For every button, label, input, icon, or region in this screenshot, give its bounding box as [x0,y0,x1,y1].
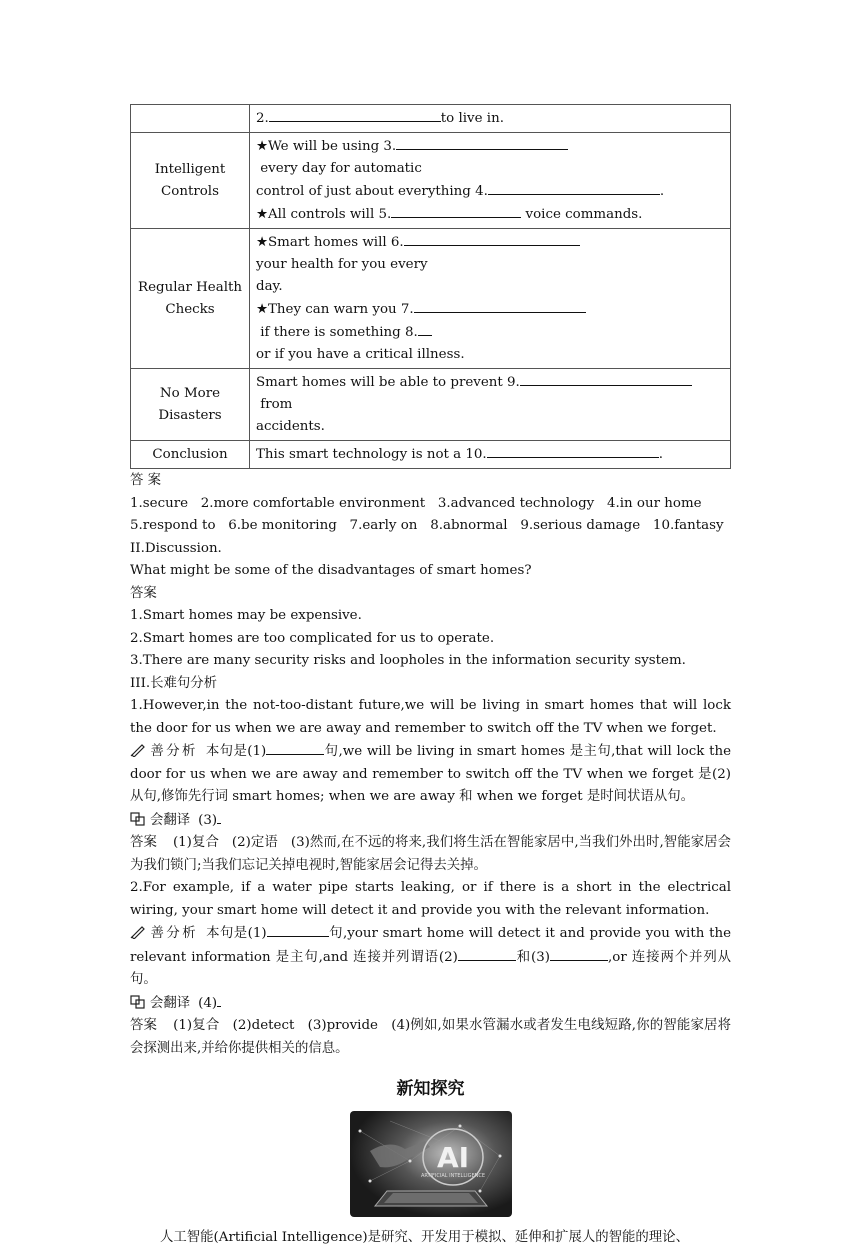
content-text: voice commands. [521,207,643,222]
content-text: ★They can warn you 7. [256,302,414,317]
sentence-1: 1.However,in the not-too-distant future,we will be living in smart homes that will lock the door for us when we are away and remember to switch off the TV when we forget. [130,698,731,736]
table-row [131,133,731,229]
table-row [131,369,731,441]
translate-icon [130,995,146,1009]
outline-table [130,104,731,469]
discussion-answer-1: 1.Smart homes may be expensive. [130,608,362,623]
answer-blank [520,371,692,386]
translate-num: (3) [198,812,218,828]
analysis-2 [130,922,731,992]
answer-blank [267,922,329,937]
content-text: accidents. [256,419,325,434]
answer-2 [130,1015,731,1060]
content-text: ★We will be using 3. [256,139,397,154]
content-text: or if you have a critical illness. [256,347,465,362]
table-row [131,229,731,369]
content-line [256,276,724,298]
content-line [256,443,724,466]
content-line [256,298,724,344]
content-text: control of just about everything 4. [256,184,488,199]
content-line [256,231,724,276]
translate-2 [130,992,731,1016]
table-row [131,441,731,469]
discussion-answer-2: 2.Smart homes are too complicated for us to operate. [130,630,495,646]
answer-label: 答 案 [130,473,162,488]
translate-icon [130,812,146,826]
answer-blank [418,321,432,336]
answer-blank [414,298,586,313]
ai-image-subtext: ARTIFICIAL INTELLIGENCE [420,1173,485,1179]
answer-blank [269,107,441,122]
content-line [256,107,724,130]
content-text: your health for you every [256,257,428,272]
translate-label: 会翻译 [150,995,191,1011]
row-content [250,133,731,229]
row-heading: No More Disasters [131,369,250,441]
content-text: This smart technology is not a 10. [256,447,487,462]
content-text: 2. [256,111,269,126]
answer-1 [130,832,731,877]
answer-line-2: 5.respond to 6.be monitoring 7.early on 8.abnormal 9.serious damage 10.fantasy [130,518,724,533]
answer-values-1: 1.secure 2.more comfortable environment 3.advanced technology 4.in our home [130,495,702,511]
pen-icon [130,743,146,757]
answer-2-text: (1)复合 (2)detect (3)provide (4)例如,如果水管漏水或者发生电线短路,你的智能家居将会探测出来,并给你提供相关的信息。 [130,1018,731,1056]
analysis-title: III.长难句分析 [130,675,218,691]
content-text: Smart homes will be able to prevent 9. [256,375,520,390]
row-content [250,369,731,441]
content-line [256,203,724,226]
sentence-2: 2.For example, if a water pipe starts leaking, or if there is a short in the electrical wiring, your smart home will detect it and provide you with the relevant information. [130,880,731,918]
content-text: . [659,184,665,199]
content-line [256,180,724,203]
answer-blank [404,231,580,246]
table-row [131,105,731,133]
translate-num: (4) [198,995,218,1011]
analysis-2-and: 和(3) [515,949,551,965]
row-heading: Conclusion [131,441,250,469]
row-heading: Intelligent Controls [131,133,250,229]
document-page [130,104,731,1250]
discussion-answer-3: 3.There are many security risks and loopholes in the information security system. [130,653,686,668]
answer-label: 答案 [130,1018,158,1033]
answer-1-text: (1)复合 (2)定语 (3)然而,在不远的将来,我们将生活在智能家居中,当我们外出时,智能家居会为我们锁门;当我们忘记关掉电视时,智能家居会记得去关掉。 [130,835,732,873]
analysis-2-pre: 本句是(1) [206,926,267,941]
content-text: day. [256,279,283,294]
discussion-title: II.Discussion. [130,540,222,556]
analyze-label: 善分析 [150,926,199,941]
ai-image-text: AI [436,1141,469,1174]
content-line [256,344,724,366]
translate-1 [130,809,731,833]
answer-blank [217,809,221,824]
answer-blank [550,946,608,961]
content-text: ★Smart homes will 6. [256,235,404,250]
content-line [256,135,724,180]
intro-paragraph: 人工智能(Artificial Intelligence)是研究、开发用于模拟、延伸和扩展人的智能的理论、 [160,1230,689,1245]
row-content [250,441,731,469]
discussion-answer-label: 答案 [130,585,157,601]
answer-line-1 [130,470,731,515]
content-text: . [658,447,663,462]
content-text: from [256,397,293,412]
discussion-question: What might be some of the disadvantages of smart homes? [130,563,532,578]
content-text: if there is something 8. [256,325,418,340]
translate-label: 会翻译 [150,812,191,828]
content-line [256,371,724,416]
analysis-1-pre: 本句是(1) [205,744,267,759]
section-heading: 新知探究 [396,1079,465,1099]
row-heading [131,105,250,133]
content-text: ★All controls will 5. [256,207,392,222]
answer-blank [487,443,659,458]
analysis-1 [130,740,731,809]
analysis-2-mid: 句,your smart home will detect it and provide you with the relevant information 是主句,and 连接并列谓语(2) [130,926,732,965]
answer-blank [396,135,568,150]
content-line [256,416,724,438]
row-content [250,105,731,133]
analyze-label: 善分析 [150,744,198,759]
ai-hand-tablet-image [350,1111,512,1217]
analysis-2-post: ,or 连接两个并列从句。 [130,949,732,987]
answer-blank [458,946,516,961]
row-heading: Regular Health Checks [131,229,250,369]
answer-blank [266,740,324,755]
answer-blank [217,992,221,1007]
analysis-1-post: 句,we will be living in smart homes 是主句,that will lock the door for us when we are away and remember to switch off the TV when we forget 是(2)从句,修饰先行词 smart homes; when we are away 和 when we forget 是时间状语从句。 [130,744,732,804]
answer-blank [488,180,660,195]
content-text: to live in. [440,111,504,126]
answer-label: 答案 [130,835,157,850]
answer-blank [391,203,521,218]
pen-icon [130,925,146,939]
content-text: every day for automatic [256,161,422,176]
row-content [250,229,731,369]
